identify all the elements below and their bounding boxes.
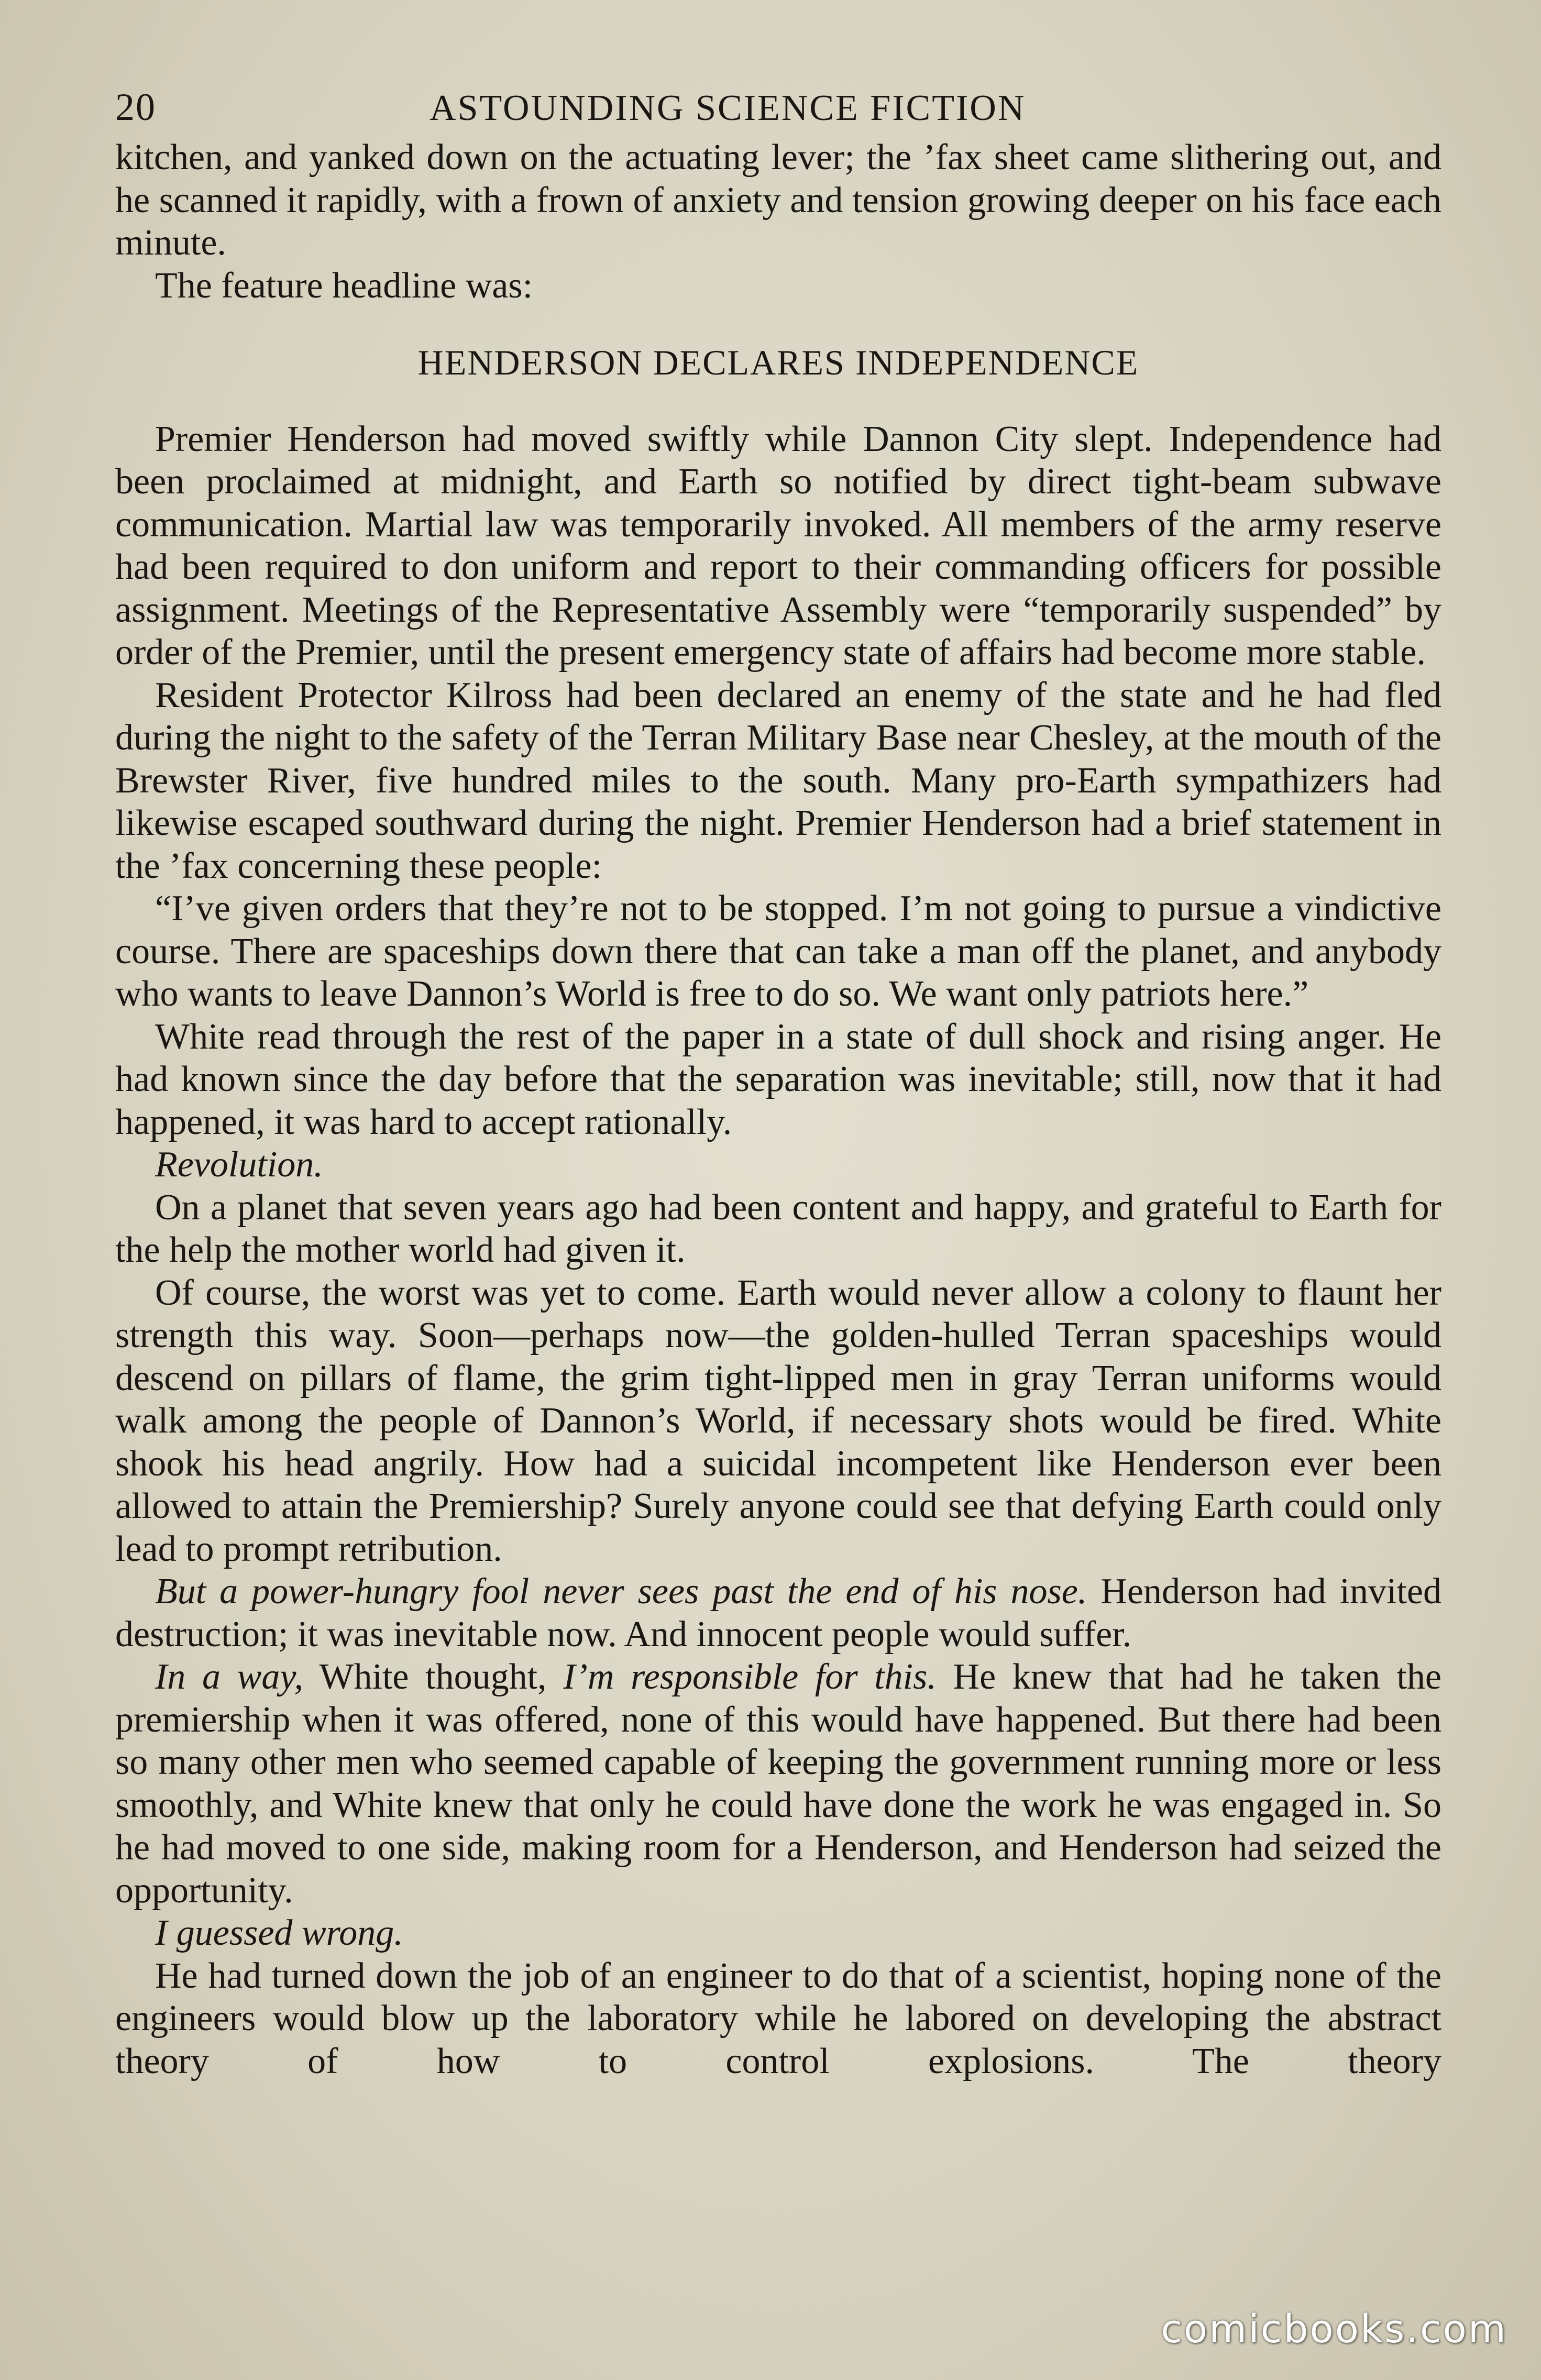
paragraph-10-rest: Henderson had invited destruction; it was inevitable now. And innocent people would suffer. (115, 1571, 1441, 1655)
paragraph-11-mid: White thought, (303, 1657, 564, 1697)
running-head (115, 79, 1441, 136)
watermark: comicbooks.com (1161, 2307, 1507, 2352)
journal-title: ASTOUNDING SCIENCE FICTION (430, 88, 1026, 128)
paragraph-9: Of course, the worst was yet to come. Earth would never allow a colony to flaunt her strength this way. Soon—perhaps now—the golden-hulled Terran spaceships would descend on pillars of flame, the grim tight-lipped men in gray Terran uniforms would walk among the people of Dannon’s World, if necessary shots would be fired. White shook his head angrily. How had a suicidal incompetent like Henderson ever been allowed to attain the Premiership? Surely anyone could see that defying Earth could only lead to prompt retribution. (115, 1272, 1441, 1569)
italic-guessed-wrong: I guessed wrong. (155, 1913, 403, 1953)
italic-responsible: I’m responsible for this. (563, 1657, 937, 1697)
paragraph-11 (115, 1656, 1441, 1912)
paragraph-12 (115, 1912, 1441, 1955)
italic-in-a-way: In a way, (155, 1657, 304, 1697)
paragraph-1: kitchen, and yanked down on the actuating lever; the ’fax sheet came slithering out, and he scanned it rapidly, with a frown of anxiety and tension growing deeper on his face each minute. (115, 137, 1441, 263)
paragraph-13: He had turned down the job of an engineer to do that of a scientist, hoping none of the engineers would blow up the laboratory while he labored on developing the abstract theory of how to control explosions. The theory (115, 1955, 1441, 2081)
page-number: 20 (115, 86, 156, 129)
italic-revolution: Revolution. (155, 1144, 323, 1185)
article-body (115, 136, 1441, 2082)
paragraph-3: Premier Henderson had moved swiftly while Dannon City slept. Independence had been proclaimed at midnight, and Earth so notified by direct tight-beam subwave communication. Martial law was temporarily invoked. All members of the army reserve had been required to don uniform and report to their commanding officers for possible assignment. Meetings of the Representative Assembly were “temporarily suspended” by order of the Premier, until the present emergency state of affairs had become more stable. (115, 418, 1441, 673)
paragraph-7 (115, 1143, 1441, 1186)
paragraph-8: On a planet that seven years ago had been content and happy, and grateful to Earth for the help the mother world had given it. (115, 1187, 1441, 1270)
paragraph-10 (115, 1570, 1441, 1656)
feature-headline: HENDERSON DECLARES INDEPENDENCE (417, 343, 1139, 382)
paragraph-5: “I’ve given orders that they’re not to be stopped. I’m not going to pursue a vindictive course. There are spaceships down there that can take a man off the planet, and anybody who wants to leave Dannon’s World is free to do so. We want only patriots here.” (115, 888, 1441, 1014)
paragraph-11-rest: He knew that had he taken the premiership when it was offered, none of this would have happened. But there had been so many other men who seemed capable of keeping the government running more or less smoothly, and White knew that only he could have done the work he was engaged in. So he had moved to one side, making room for a Henderson, and Henderson had seized the opportunity. (115, 1657, 1442, 1911)
italic-power-hungry-fool: But a power-hungry fool never sees past the end of his nose. (155, 1571, 1087, 1612)
paragraph-4: Resident Protector Kilross had been declared an enemy of the state and he had fled during the night to the safety of the Terran Military Base near Chesley, at the mouth of the Brewster River, five hundred miles to the south. Many pro-Earth sympathizers had likewise escaped southward during the night. Premier Henderson had a brief statement in the ’fax concerning these people: (115, 675, 1441, 886)
paragraph-2: The feature headline was: (155, 265, 533, 306)
paragraph-6: White read through the rest of the paper in a state of dull shock and rising anger. He had known since the day before that the separation was inevitable; still, now that it had happened, it was hard to accept rationally. (115, 1016, 1441, 1142)
